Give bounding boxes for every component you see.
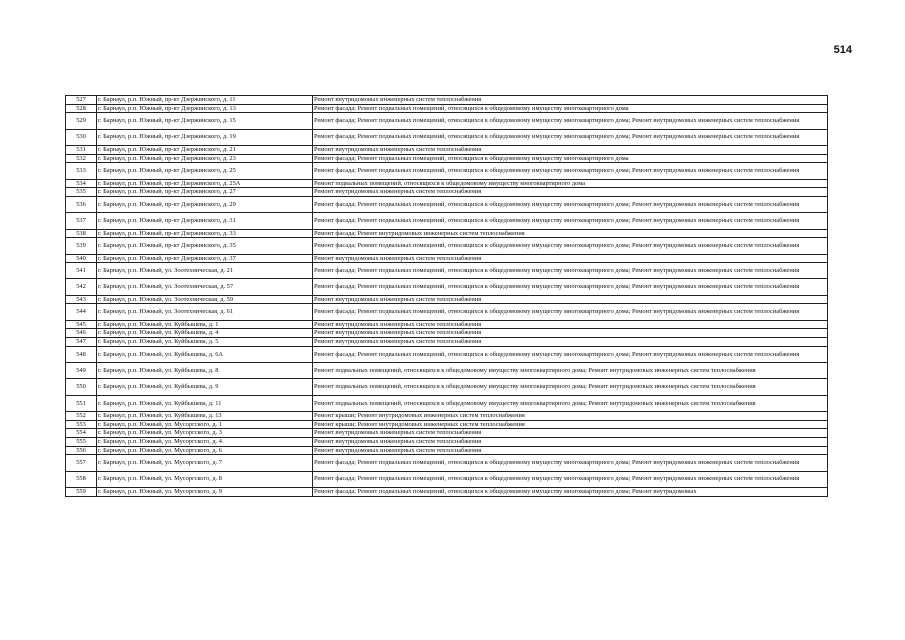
row-address: г. Барнаул, р.п. Южный, ул. Мусоргского, д. 6	[97, 446, 313, 455]
table-row	[66, 113, 828, 129]
table-row	[66, 304, 828, 320]
row-work-types: Ремонт внутридомовых инженерных систем теплоснабжения	[313, 145, 828, 154]
table-row	[66, 104, 828, 113]
row-address: г. Барнаул, р.п. Южный, ул. Куйбышева, д. 4	[97, 329, 313, 338]
table-row	[66, 263, 828, 279]
row-address: г. Барнаул, р.п. Южный, ул. Куйбышева, д. 8	[97, 363, 313, 379]
row-address: г. Барнаул, р.п. Южный, ул. Куйбышева, д. 13	[97, 412, 313, 421]
row-work-types: Ремонт крыши; Ремонт внутридомовых инженерных систем теплоснабжения	[313, 412, 828, 421]
row-work-types: Ремонт фасада; Ремонт подвальных помещений, относящихся к общедомовому имуществу многоквартирного дома; Ремонт внутридомовых инженерных систем теплоснабжения	[313, 346, 828, 362]
row-address: г. Барнаул, р.п. Южный, ул. Мусоргского, д. 7	[97, 455, 313, 471]
works-table-body	[66, 96, 828, 497]
row-number: 557	[66, 455, 97, 471]
row-number: 555	[66, 437, 97, 446]
row-number: 554	[66, 429, 97, 438]
row-address: г. Барнаул, р.п. Южный, пр-кт Дзержинского, д. 23	[97, 154, 313, 163]
row-number: 547	[66, 338, 97, 347]
row-number: 537	[66, 213, 97, 229]
row-work-types: Ремонт фасада; Ремонт подвальных помещений, относящихся к общедомовому имуществу многоквартирного дома; Ремонт внутридомовых инженерных систем теплоснабжения	[313, 279, 828, 295]
row-address: г. Барнаул, р.п. Южный, пр-кт Дзержинского, д. 29	[97, 196, 313, 212]
row-address: г. Барнаул, р.п. Южный, ул. Куйбышева, д. 9	[97, 379, 313, 395]
row-work-types: Ремонт фасада; Ремонт подвальных помещений, относящихся к общедомовому имуществу многоквартирного дома; Ремонт внутридомовых инженерных систем теплоснабжения	[313, 263, 828, 279]
row-number: 531	[66, 145, 97, 154]
table-row	[66, 129, 828, 145]
works-table	[65, 95, 828, 497]
row-number: 550	[66, 379, 97, 395]
table-row	[66, 487, 828, 496]
table-row	[66, 395, 828, 411]
row-work-types: Ремонт внутридомовых инженерных систем теплоснабжения	[313, 320, 828, 329]
table-row	[66, 96, 828, 105]
row-number: 545	[66, 320, 97, 329]
table-row	[66, 229, 828, 238]
row-work-types: Ремонт фасада; Ремонт подвальных помещений, относящихся к общедомовому имуществу многоквартирного дома; Ремонт внутридомовых инженерных систем теплоснабжения	[313, 471, 828, 487]
table-row	[66, 179, 828, 188]
row-work-types: Ремонт внутридомовых инженерных систем теплоснабжения	[313, 188, 828, 197]
row-address: г. Барнаул, р.п. Южный, ул. Мусоргского, д. 3	[97, 429, 313, 438]
row-work-types: Ремонт фасада; Ремонт внутридомовых инженерных систем теплоснабжения	[313, 229, 828, 238]
row-number: 541	[66, 263, 97, 279]
table-row	[66, 154, 828, 163]
row-address: г. Барнаул, р.п. Южный, ул. Мусоргского, д. 9	[97, 487, 313, 496]
row-number: 535	[66, 188, 97, 197]
row-work-types: Ремонт фасада; Ремонт подвальных помещений, относящихся к общедомовому имуществу многоквартирного дома; Ремонт внутридомовых инженерных систем теплоснабжения	[313, 455, 828, 471]
row-address: г. Барнаул, р.п. Южный, пр-кт Дзержинского, д. 15	[97, 113, 313, 129]
row-address: г. Барнаул, р.п. Южный, ул. Куйбышева, д. 1	[97, 320, 313, 329]
row-address: г. Барнаул, р.п. Южный, ул. Куйбышева, д. 11	[97, 395, 313, 411]
row-work-types: Ремонт фасада; Ремонт подвальных помещений, относящихся к общедомовому имуществу многоквартирного дома; Ремонт внутридомовых инженерных систем теплоснабжения	[313, 304, 828, 320]
row-work-types: Ремонт фасада; Ремонт подвальных помещений, относящихся к общедомовому имуществу многоквартирного дома	[313, 104, 828, 113]
row-work-types: Ремонт подвальных помещений, относящихся к общедомовому имуществу многоквартирного дома	[313, 179, 828, 188]
row-address: г. Барнаул, р.п. Южный, ул. Мусоргского, д. 4	[97, 437, 313, 446]
table-row	[66, 213, 828, 229]
table-row	[66, 295, 828, 304]
row-address: г. Барнаул, р.п. Южный, пр-кт Дзержинского, д. 25А	[97, 179, 313, 188]
row-address: г. Барнаул, р.п. Южный, ул. Мусоргского, д. 8	[97, 471, 313, 487]
row-work-types: Ремонт подвальных помещений, относящихся к общедомовому имуществу многоквартирного дома; Ремонт внутридомовых инженерных систем теплоснабжения	[313, 363, 828, 379]
row-number: 553	[66, 420, 97, 429]
row-number: 542	[66, 279, 97, 295]
row-work-types: Ремонт фасада; Ремонт подвальных помещений, относящихся к общедомовому имуществу многоквартирного дома; Ремонт внутридомовых инженерных систем теплоснабжения	[313, 213, 828, 229]
row-work-types: Ремонт фасада; Ремонт подвальных помещений, относящихся к общедомовому имуществу многоквартирного дома; Ремонт внутридомовых инженерных систем теплоснабжения	[313, 113, 828, 129]
row-work-types: Ремонт внутридомовых инженерных систем теплоснабжения	[313, 254, 828, 263]
row-number: 552	[66, 412, 97, 421]
row-address: г. Барнаул, р.п. Южный, пр-кт Дзержинского, д. 21	[97, 145, 313, 154]
table-row	[66, 145, 828, 154]
row-number: 558	[66, 471, 97, 487]
row-work-types: Ремонт фасада; Ремонт подвальных помещений, относящихся к общедомовому имуществу многоквартирного дома; Ремонт внутридомовых инженерных систем теплоснабжения	[313, 196, 828, 212]
row-number: 533	[66, 163, 97, 179]
table-row	[66, 188, 828, 197]
row-number: 556	[66, 446, 97, 455]
row-work-types: Ремонт фасада; Ремонт подвальных помещений, относящихся к общедомовому имуществу многоквартирного дома; Ремонт внутридомовых инженерных систем теплоснабжения	[313, 129, 828, 145]
row-work-types: Ремонт внутридомовых инженерных систем теплоснабжения	[313, 295, 828, 304]
table-row	[66, 379, 828, 395]
table-row	[66, 320, 828, 329]
row-address: г. Барнаул, р.п. Южный, ул. Зоотехническая, д. 59	[97, 295, 313, 304]
row-number: 551	[66, 395, 97, 411]
table-row	[66, 412, 828, 421]
table-row	[66, 446, 828, 455]
row-address: г. Барнаул, р.п. Южный, ул. Куйбышева, д. 5	[97, 338, 313, 347]
row-number: 539	[66, 238, 97, 254]
row-number: 528	[66, 104, 97, 113]
table-row	[66, 279, 828, 295]
row-work-types: Ремонт внутридомовых инженерных систем теплоснабжения	[313, 446, 828, 455]
row-work-types: Ремонт фасада; Ремонт подвальных помещений, относящихся к общедомовому имуществу многоквартирного дома; Ремонт внутридомовых инженерных систем теплоснабжения	[313, 238, 828, 254]
row-address: г. Барнаул, р.п. Южный, ул. Зоотехническая, д. 21	[97, 263, 313, 279]
table-row	[66, 163, 828, 179]
row-work-types: Ремонт внутридомовых инженерных систем теплоснабжения	[313, 338, 828, 347]
table-row	[66, 338, 828, 347]
row-work-types: Ремонт фасада; Ремонт подвальных помещений, относящихся к общедомовому имуществу многоквартирного дома; Ремонт внутридомовых	[313, 487, 828, 496]
table-row	[66, 196, 828, 212]
table-row	[66, 363, 828, 379]
row-address: г. Барнаул, р.п. Южный, ул. Зоотехническая, д. 57	[97, 279, 313, 295]
row-number: 546	[66, 329, 97, 338]
row-work-types: Ремонт фасада; Ремонт подвальных помещений, относящихся к общедомовому имуществу многоквартирного дома	[313, 154, 828, 163]
table-row	[66, 329, 828, 338]
row-address: г. Барнаул, р.п. Южный, пр-кт Дзержинского, д. 35	[97, 238, 313, 254]
row-work-types: Ремонт внутридомовых инженерных систем теплоснабжения	[313, 96, 828, 105]
row-number: 544	[66, 304, 97, 320]
table-row	[66, 455, 828, 471]
row-work-types: Ремонт крыши; Ремонт внутридомовых инженерных систем теплоснабжения	[313, 420, 828, 429]
row-address: г. Барнаул, р.п. Южный, пр-кт Дзержинского, д. 19	[97, 129, 313, 145]
table-row	[66, 429, 828, 438]
row-work-types: Ремонт подвальных помещений, относящихся к общедомовому имуществу многоквартирного дома; Ремонт внутридомовых инженерных систем теплоснабжения	[313, 395, 828, 411]
row-address: г. Барнаул, р.п. Южный, пр-кт Дзержинского, д. 37	[97, 254, 313, 263]
row-address: г. Барнаул, р.п. Южный, ул. Мусоргского, д. 1	[97, 420, 313, 429]
table-row	[66, 437, 828, 446]
row-number: 549	[66, 363, 97, 379]
row-address: г. Барнаул, р.п. Южный, пр-кт Дзержинского, д. 11	[97, 96, 313, 105]
row-number: 534	[66, 179, 97, 188]
row-address: г. Барнаул, р.п. Южный, пр-кт Дзержинского, д. 27	[97, 188, 313, 197]
row-address: г. Барнаул, р.п. Южный, ул. Куйбышева, д. 6А	[97, 346, 313, 362]
row-work-types: Ремонт внутридомовых инженерных систем теплоснабжения	[313, 429, 828, 438]
row-work-types: Ремонт внутридомовых инженерных систем теплоснабжения	[313, 329, 828, 338]
row-number: 527	[66, 96, 97, 105]
table-row	[66, 238, 828, 254]
row-address: г. Барнаул, р.п. Южный, пр-кт Дзержинского, д. 13	[97, 104, 313, 113]
table-row	[66, 420, 828, 429]
row-number: 538	[66, 229, 97, 238]
row-number: 532	[66, 154, 97, 163]
row-address: г. Барнаул, р.п. Южный, пр-кт Дзержинского, д. 33	[97, 229, 313, 238]
table-row	[66, 254, 828, 263]
row-number: 548	[66, 346, 97, 362]
row-work-types: Ремонт подвальных помещений, относящихся к общедомовому имуществу многоквартирного дома; Ремонт внутридомовых инженерных систем теплоснабжения	[313, 379, 828, 395]
row-work-types: Ремонт внутридомовых инженерных систем теплоснабжения	[313, 437, 828, 446]
row-address: г. Барнаул, р.п. Южный, ул. Зоотехническая, д. 61	[97, 304, 313, 320]
row-number: 543	[66, 295, 97, 304]
row-number: 530	[66, 129, 97, 145]
row-number: 536	[66, 196, 97, 212]
page-number: 514	[833, 44, 852, 56]
row-work-types: Ремонт фасада; Ремонт подвальных помещений, относящихся к общедомовому имуществу многоквартирного дома; Ремонт внутридомовых инженерных систем теплоснабжения	[313, 163, 828, 179]
row-number: 529	[66, 113, 97, 129]
row-address: г. Барнаул, р.п. Южный, пр-кт Дзержинского, д. 25	[97, 163, 313, 179]
table-row	[66, 346, 828, 362]
row-number: 559	[66, 487, 97, 496]
row-number: 540	[66, 254, 97, 263]
table-row	[66, 471, 828, 487]
row-address: г. Барнаул, р.п. Южный, пр-кт Дзержинского, д. 31	[97, 213, 313, 229]
